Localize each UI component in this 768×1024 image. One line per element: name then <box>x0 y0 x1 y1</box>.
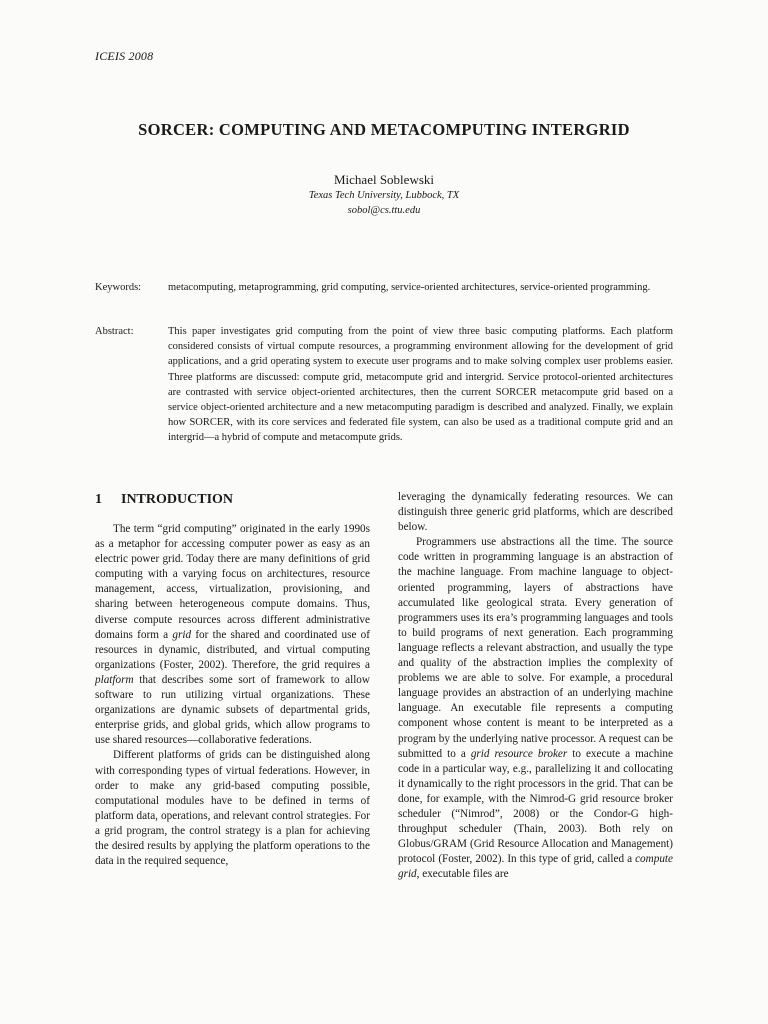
body-paragraph: leveraging the dynamically federating resources. We can distinguish three generic grid platforms, which are described below. <box>398 491 673 534</box>
author-affiliation: Texas Tech University, Lubbock, TX <box>308 190 460 201</box>
emphasis-grid-resource-broker: grid resource broker <box>470 747 568 760</box>
author-email: sobol@cs.ttu.edu <box>347 205 421 216</box>
section-heading <box>95 490 370 510</box>
keywords-text: metacomputing, metaprogramming, grid computing, service-oriented architectures, service-oriented programming. <box>168 282 651 293</box>
text-run: to execute a machine code in a particular way, e.g., parallelizing it and collocating it dynamically to the right processors in the grid. That can be done, for example, with the Nimrod-G grid resource broker scheduler (“Nimrod”, 2008) or the Condor-G high-throughput scheduler (Thain, 2003). Both rely on Globus/GRAM (Grid Resource Allocation and Management) protocol (Foster, 2002). In this type of grid, called a <box>398 747 673 866</box>
author-name: Michael Soblewski <box>333 172 434 187</box>
author-block <box>0 172 768 218</box>
text-run: , executable files are <box>416 868 509 881</box>
text-run: that describes some sort of framework to allow software to run utilizing virtual organizations. These organizations are dynamic subsets of departmental grids, enterprise grids, and global grids, which allow programs to use shared resources—collaborative federations. <box>95 673 370 747</box>
body-paragraph: Different platforms of grids can be distinguished along with corresponding types of virtual federations. However, in order to make any grid-based computing possible, computational modules have to be defined in terms of platform data, operations, and relevant control strategies. For a grid program, the control strategy is a plan for achieving the desired results by applying the platform operations to the data in the required sequence, <box>95 749 370 868</box>
body-paragraph <box>95 522 370 748</box>
body-paragraph <box>398 535 673 882</box>
keywords-row <box>95 280 673 295</box>
emphasis-compute-grid: compute grid <box>398 853 673 881</box>
abstract-row <box>95 324 673 446</box>
keywords-label: Keywords: <box>95 282 142 293</box>
paper-title: SORCER: COMPUTING AND METACOMPUTING INTERGRID <box>138 120 630 139</box>
right-column <box>398 490 673 882</box>
text-run: for the shared and coordinated use of resources in dynamic, distributed, and virtual computing organizations (Foster, 2002). Therefore, the grid requires a <box>95 628 370 671</box>
text-run: Programmers use abstractions all the time. The source code written in programming language is an abstraction of the machine language. From machine language to object-oriented programming, layers of abstractions have accumulated like geological strata. Every generation of programmers uses its era’s programming languages and tools to build programs of next generation. Each programming language reflects a relevant abstraction, and usually the type and quality of the abstraction implies the complexity of problems we are able to solve. For example, a procedural language provides an abstraction of an underlying machine language. An executable file represents a computing component whose content is meant to be interpreted as a program by the underlying native processor. A request can be submitted to a <box>398 536 673 760</box>
running-head: ICEIS 2008 <box>95 49 154 63</box>
abstract-label: Abstract: <box>95 326 134 337</box>
text-run: The term “grid computing” originated in the early 1990s as a metaphor for accessing computer power as easy as an electric power grid. Today there are many definitions of grid computing with a varying focus on architectures, resource management, access, virtualization, provisioning, and sharing between heterogeneous compute domains. Thus, diverse compute resources across different administrative domains form a <box>95 523 370 641</box>
section-title: INTRODUCTION <box>121 492 234 507</box>
emphasis-grid: grid <box>172 628 192 641</box>
emphasis-platform: platform <box>95 673 134 686</box>
left-column <box>95 490 370 869</box>
section-number: 1 <box>95 492 102 507</box>
abstract-text: This paper investigates grid computing from the point of view three basic computing platforms. Each platform considered consists of virtual compute resources, a programming environment allowing for the development of grid applications, and a grid operating system to execute user programs and to make solving complex user problems easier. Three platforms are discussed: compute grid, metacompute grid and intergrid. Service protocol-oriented architectures are contrasted with service object-oriented architectures, then the current SORCER metacompute grid based on a service object-oriented architecture and a new metacomputing paradigm is described and analyzed. Finally, we explain how SORCER, with its core services and federated file system, can also be used as a traditional compute grid and an intergrid—a hybrid of compute and metacompute grids. <box>168 326 673 444</box>
